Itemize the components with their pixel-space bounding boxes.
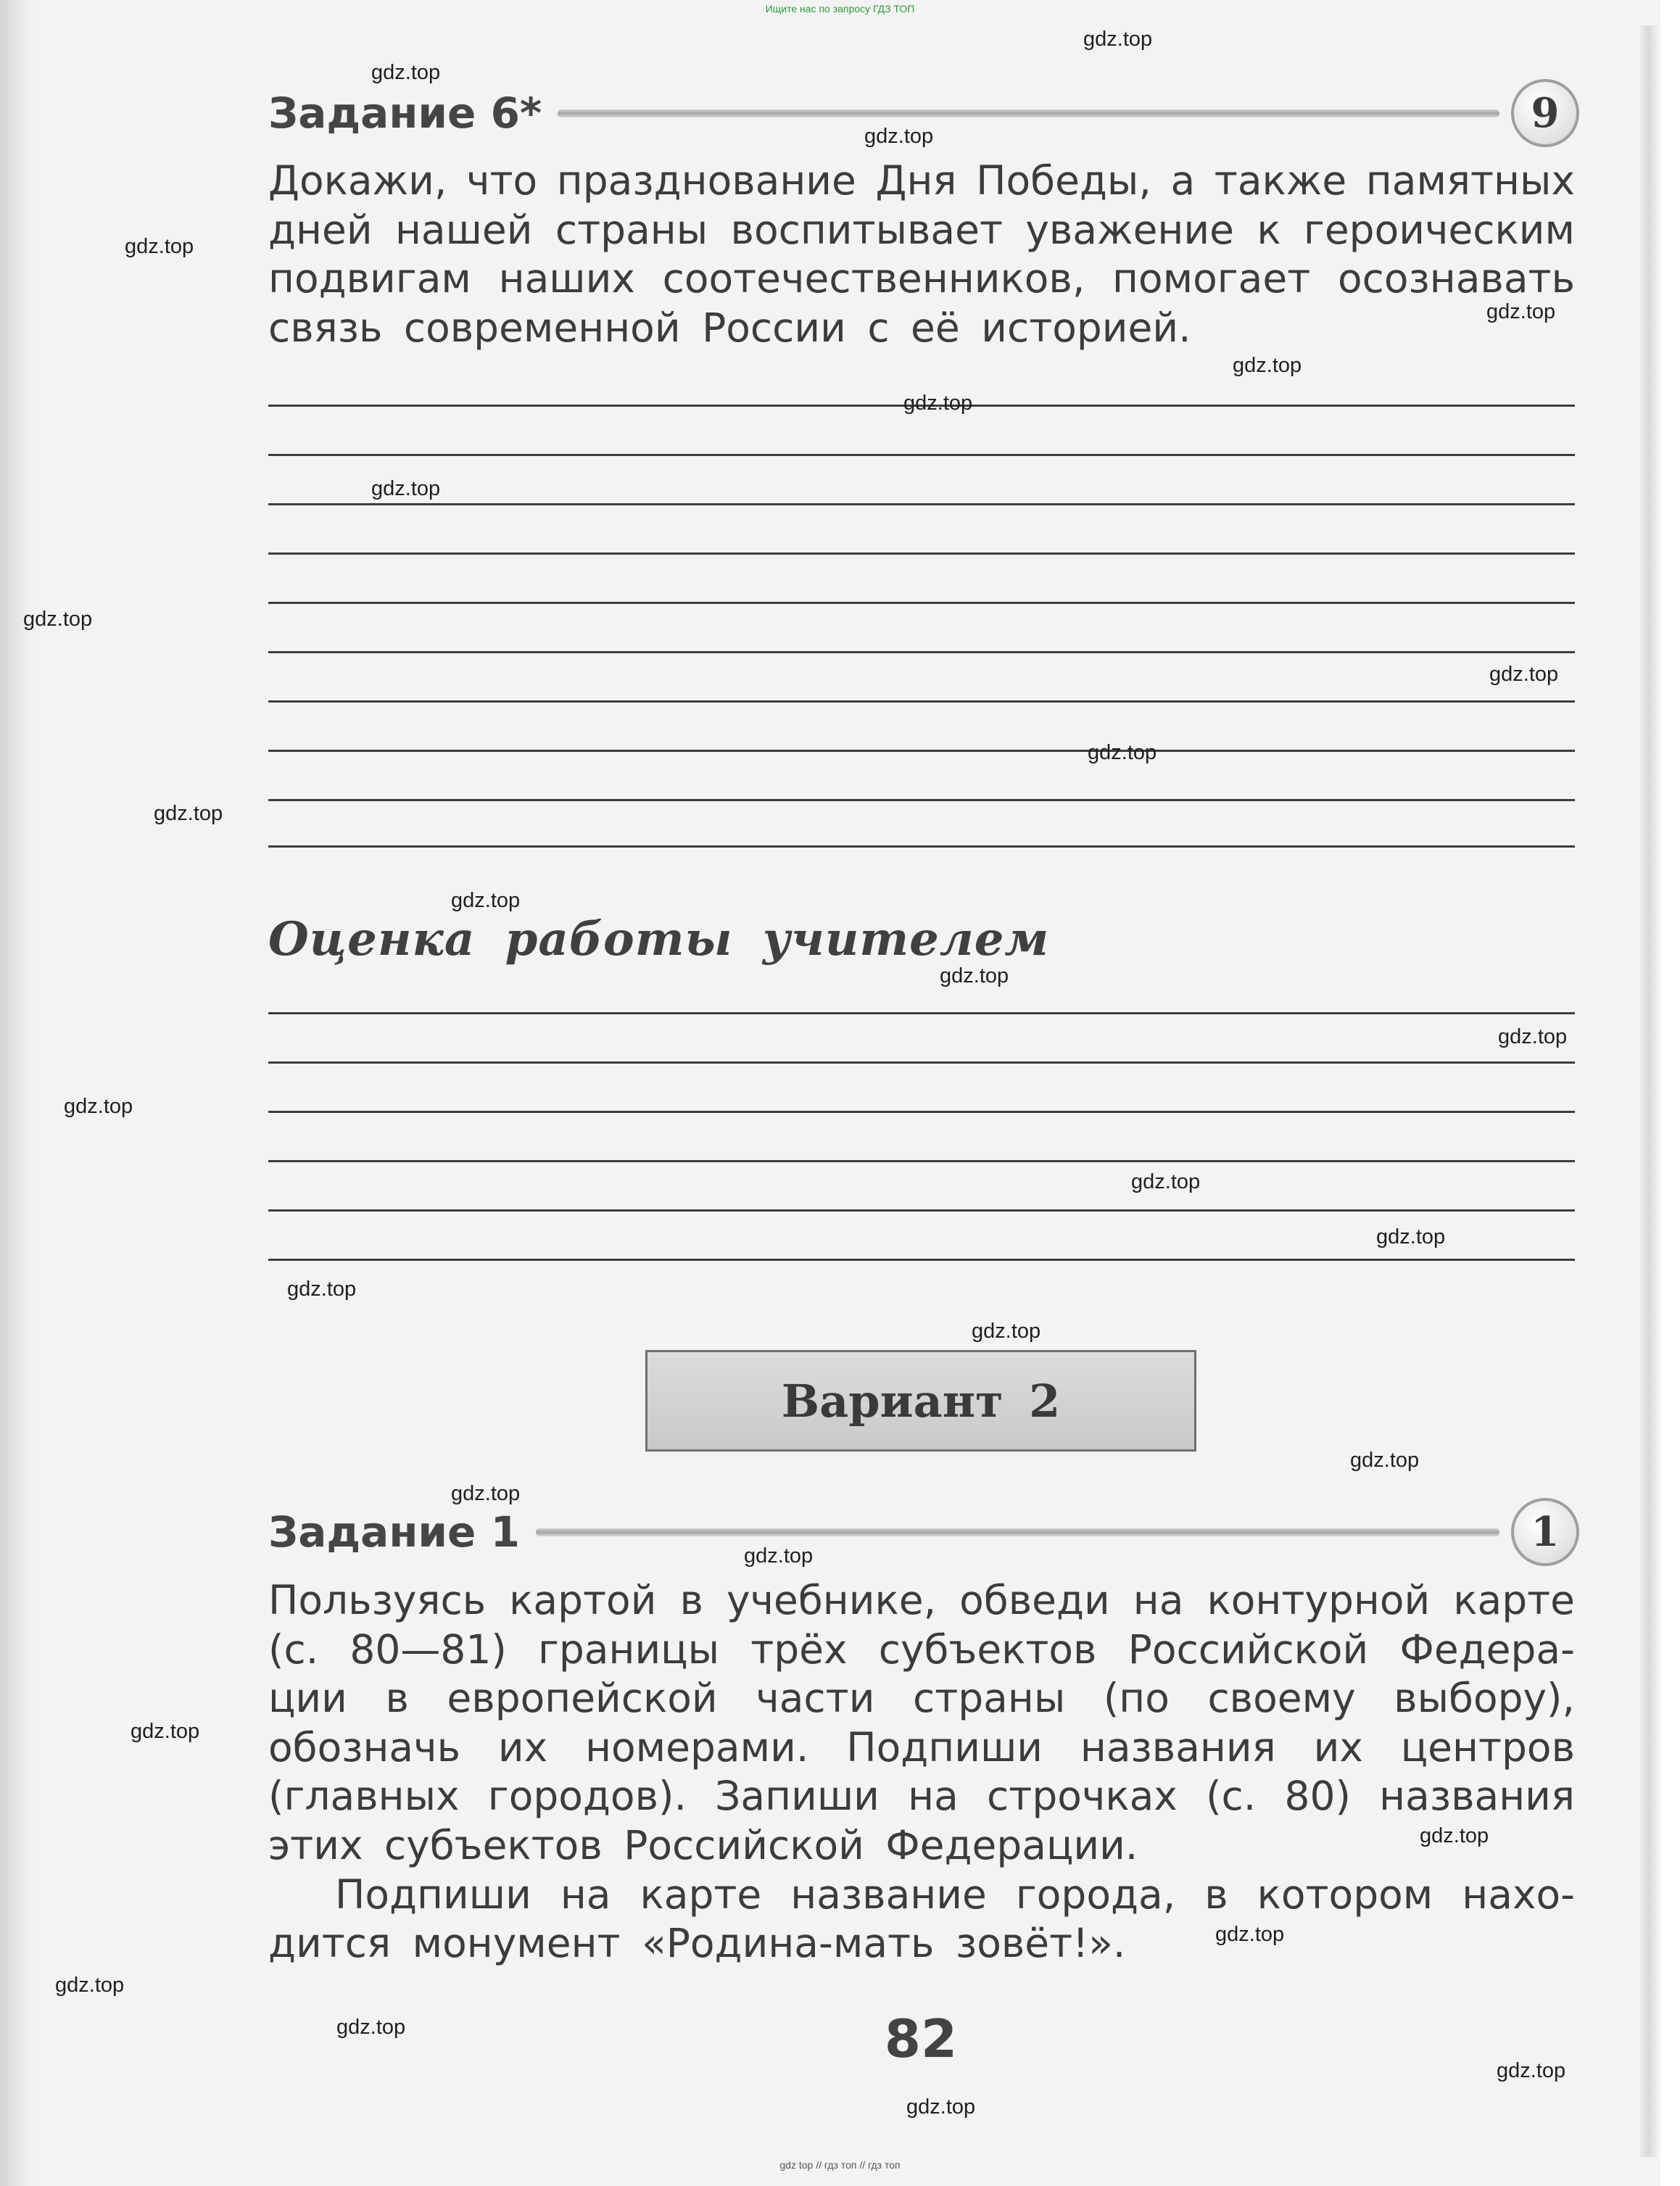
task-1-line: (с. 80—81) границы трёх субъектов Российской Федера- bbox=[268, 1626, 1575, 1673]
task-1-line: (главных городов). Запиши на строчках (с. 80) названия bbox=[268, 1773, 1575, 1820]
header-note: Ищите нас по запросу ГДЗ ТОП bbox=[765, 3, 915, 15]
watermark: gdz.top bbox=[940, 964, 1009, 988]
task-6-line: подвигам наших соотечественников, помогает осознавать bbox=[268, 255, 1575, 302]
watermark: gdz.top bbox=[1215, 1923, 1285, 1946]
watermark: gdz.top bbox=[864, 125, 934, 148]
answer-line[interactable] bbox=[268, 602, 1575, 604]
answer-line[interactable] bbox=[268, 454, 1575, 456]
watermark: gdz.top bbox=[906, 2095, 976, 2119]
task-1-line: Подпиши на карте название города, в котором нахо- bbox=[335, 1871, 1575, 1918]
task-1-title: Задание 1 bbox=[268, 1507, 520, 1557]
watermark: gdz.top bbox=[1420, 1824, 1489, 1847]
watermark: gdz.top bbox=[371, 477, 441, 500]
watermark: gdz.top bbox=[1233, 354, 1302, 377]
watermark: gdz.top bbox=[903, 392, 973, 415]
watermark: gdz.top bbox=[1489, 663, 1559, 686]
watermark: gdz.top bbox=[336, 2016, 406, 2039]
task-1-line: дится монумент «Родина-мать зовёт!». bbox=[268, 1920, 1126, 1967]
task-1-text bbox=[268, 1576, 1575, 1968]
page-edge bbox=[1640, 25, 1660, 2157]
watermark: gdz.top bbox=[125, 235, 194, 258]
watermark: gdz.top bbox=[64, 1095, 133, 1118]
watermark: gdz.top bbox=[55, 1974, 125, 1997]
grading-line[interactable] bbox=[268, 1259, 1575, 1261]
task-6-line: дней нашей страны воспитывает уважение к героическим bbox=[268, 206, 1575, 253]
task-6-rule bbox=[558, 109, 1499, 117]
grading-title: Оценка работы учителем bbox=[268, 912, 1050, 966]
watermark: gdz.top bbox=[1376, 1225, 1446, 1249]
answer-line[interactable] bbox=[268, 700, 1575, 703]
watermark: gdz.top bbox=[1498, 1025, 1568, 1048]
task-1-line: Пользуясь картой в учебнике, обведи на контурной карте bbox=[268, 1577, 1575, 1623]
task-6-title: Задание 6* bbox=[268, 88, 542, 138]
task-1-line: ции в европейской части страны (по своему выбору), bbox=[268, 1675, 1575, 1722]
grading-line[interactable] bbox=[268, 1061, 1575, 1064]
task-1-points-badge: 1 bbox=[1511, 1498, 1579, 1566]
task-1-line: обозначь их номерами. Подпиши названия их центров bbox=[268, 1723, 1575, 1771]
answer-line[interactable] bbox=[268, 503, 1575, 505]
watermark: gdz.top bbox=[1486, 300, 1556, 323]
variant-label: Вариант 2 bbox=[645, 1350, 1196, 1452]
watermark: gdz.top bbox=[1350, 1449, 1420, 1472]
task-6-text bbox=[268, 157, 1575, 352]
watermark: gdz.top bbox=[451, 889, 521, 912]
watermark: gdz.top bbox=[154, 802, 223, 825]
answer-line[interactable] bbox=[268, 651, 1575, 653]
footer-note: gdz top // гдз топ // гдз топ bbox=[779, 2159, 901, 2171]
watermark: gdz.top bbox=[972, 1320, 1041, 1343]
answer-line[interactable] bbox=[268, 799, 1575, 801]
grading-line[interactable] bbox=[268, 1209, 1575, 1212]
watermark: gdz.top bbox=[744, 1544, 814, 1568]
task-6-line: связь современной России с её историей. bbox=[268, 304, 1191, 351]
answer-line[interactable] bbox=[268, 750, 1575, 752]
task-1-heading bbox=[268, 1503, 1579, 1561]
watermark: gdz.top bbox=[371, 61, 441, 84]
watermark: gdz.top bbox=[451, 1482, 521, 1505]
watermark: gdz.top bbox=[1088, 741, 1157, 764]
task-1-line: этих субъектов Российской Федерации. bbox=[268, 1821, 1138, 1868]
watermark: gdz.top bbox=[287, 1278, 357, 1301]
answer-line[interactable] bbox=[268, 552, 1575, 555]
grading-line[interactable] bbox=[268, 1012, 1575, 1014]
task-1-rule bbox=[536, 1528, 1499, 1536]
grading-line[interactable] bbox=[268, 1111, 1575, 1113]
page-number: 82 bbox=[884, 2008, 958, 2069]
grading-line[interactable] bbox=[268, 1160, 1575, 1162]
watermark: gdz.top bbox=[1497, 2059, 1566, 2082]
watermark: gdz.top bbox=[23, 608, 93, 631]
task-6-points-badge: 9 bbox=[1511, 79, 1579, 147]
watermark: gdz.top bbox=[1131, 1170, 1201, 1193]
watermark: gdz.top bbox=[131, 1720, 200, 1743]
watermark: gdz.top bbox=[1083, 28, 1153, 51]
page-binding-shadow bbox=[0, 0, 35, 2186]
task-6-line: Докажи, что празднование Дня Победы, а также памятных bbox=[268, 157, 1575, 204]
answer-line[interactable] bbox=[268, 845, 1575, 848]
